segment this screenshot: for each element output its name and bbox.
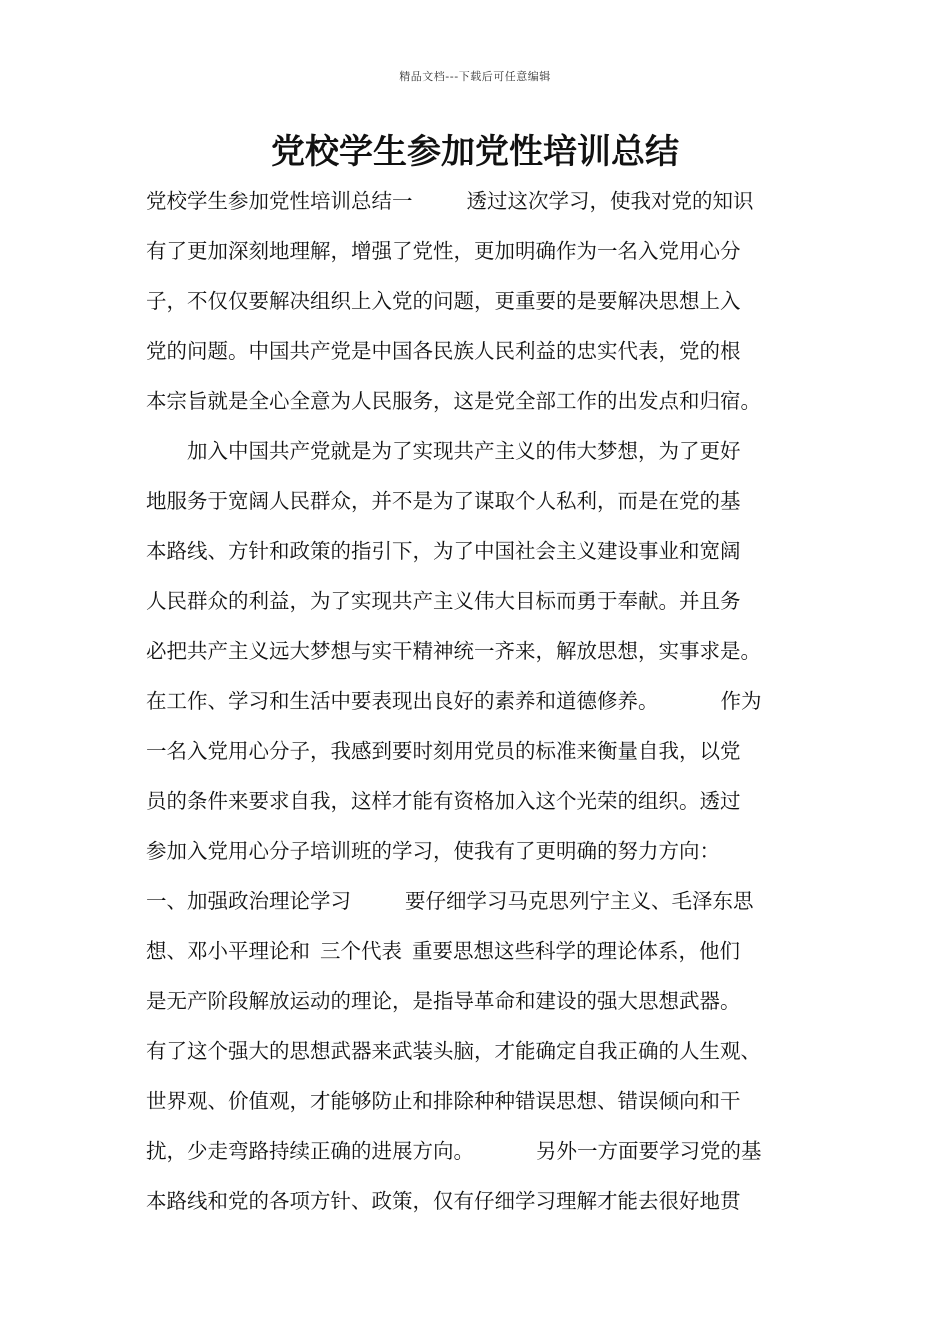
body-line-16	[146, 926, 836, 976]
body-line-20	[146, 1126, 836, 1176]
body-line-6	[146, 426, 836, 476]
body-line-1	[146, 176, 836, 226]
text-segment: 本路线和党的各项方针、政策，仅有仔细学习理解才能去很好地贯	[146, 1189, 741, 1213]
text-segment: 人民群众的利益，为了实现共产主义伟大目标而勇于奉献。并且务	[146, 589, 741, 613]
text-segment: 扰，少走弯路持续正确的进展方向。	[146, 1139, 474, 1163]
body-line-21	[146, 1176, 836, 1226]
text-segment: 重要思想这些科学的理论体系，他们	[412, 939, 740, 963]
body-line-10	[146, 626, 836, 676]
text-segment: 有了这个强大的思想武器来武装头脑，才能确定自我正确的人生观、	[146, 1039, 761, 1063]
text-segment: 党校学生参加党性培训总结一	[146, 189, 413, 213]
body-line-12	[146, 726, 836, 776]
body-line-14	[146, 826, 836, 876]
body-line-15	[146, 876, 836, 926]
body-line-17	[146, 976, 836, 1026]
text-segment: 本路线、方针和政策的指引下，为了中国社会主义建设事业和宽阔	[146, 539, 741, 563]
text-segment: 子，不仅仅要解决组织上入党的问题，更重要的是要解决思想上入	[146, 289, 741, 313]
page-header-note: 精品文档---下载后可任意编辑	[399, 70, 551, 83]
text-segment: 必把共产主义远大梦想与实干精神统一齐来，解放思想，实事求是。	[146, 639, 761, 663]
body-line-5	[146, 376, 836, 426]
text-segment: 要仔细学习马克思列宁主义、毛泽东思	[405, 889, 754, 913]
text-segment: 作为	[720, 689, 762, 713]
body-line-19	[146, 1076, 836, 1126]
text-segment: 世界观、价值观，才能够防止和排除种种错误思想、错误倾向和干	[146, 1089, 741, 1113]
document-title: 党校学生参加党性培训总结	[271, 132, 679, 172]
text-segment: 三个代表	[320, 939, 402, 963]
text-segment: 另外一方面要学习党的基	[536, 1139, 762, 1163]
text-segment: 员的条件来要求自我，这样才能有资格加入这个光荣的组织。透过	[146, 789, 741, 813]
text-segment: 有了更加深刻地理解，增强了党性，更加明确作为一名入党用心分	[146, 239, 741, 263]
body-line-2	[146, 226, 836, 276]
text-segment: 参加入党用心分子培训班的学习，使我有了更明确的努力方向：	[146, 839, 720, 863]
text-segment: 在工作、学习和生活中要表现出良好的素养和道德修养。	[146, 689, 659, 713]
body-line-4	[146, 326, 836, 376]
document-body	[146, 176, 836, 1226]
text-segment: 一、加强政治理论学习	[146, 889, 351, 913]
text-segment: 本宗旨就是全心全意为人民服务，这是党全部工作的出发点和归宿。	[146, 389, 761, 413]
body-line-9	[146, 576, 836, 626]
text-segment: 是无产阶段解放运动的理论，是指导革命和建设的强大思想武器。	[146, 989, 741, 1013]
text-segment: 一名入党用心分子，我感到要时刻用党员的标准来衡量自我，以党	[146, 739, 741, 763]
body-line-13	[146, 776, 836, 826]
body-line-3	[146, 276, 836, 326]
body-line-18	[146, 1026, 836, 1076]
body-line-8	[146, 526, 836, 576]
text-segment: 地服务于宽阔人民群众，并不是为了谋取个人私利，而是在党的基	[146, 489, 741, 513]
text-segment: 党的问题。中国共产党是中国各民族人民利益的忠实代表，党的根	[146, 339, 741, 363]
text-segment: 加入中国共产党就是为了实现共产主义的伟大梦想，为了更好	[146, 439, 741, 463]
text-segment: 透过这次学习，使我对党的知识	[466, 189, 754, 213]
body-line-11	[146, 676, 836, 726]
body-line-7	[146, 476, 836, 526]
text-segment: 想、邓小平理论和	[146, 939, 310, 963]
